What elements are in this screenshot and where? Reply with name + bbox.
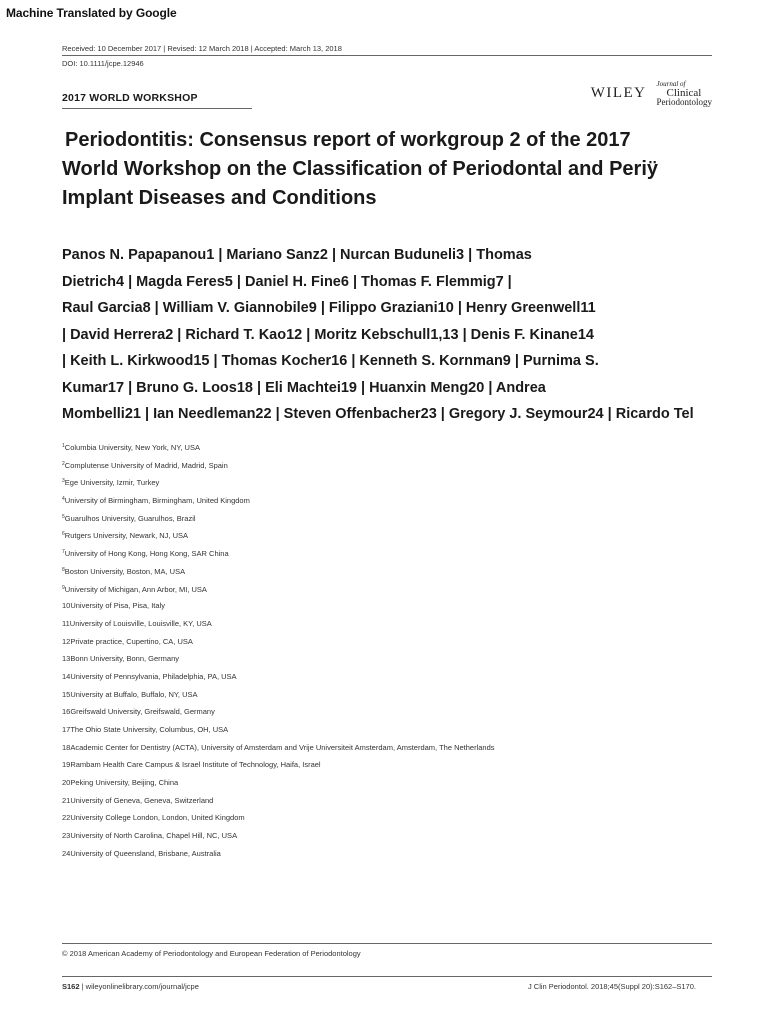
journal-logo bbox=[657, 80, 713, 107]
affiliation-number: 10 bbox=[62, 601, 71, 611]
affiliation-text: University of Michigan, Ann Arbor, MI, USA bbox=[64, 584, 207, 594]
citation: J Clin Periodontol. 2018;45(Suppl 20):S162–S170. bbox=[527, 982, 696, 991]
affiliation-text: Columbia University, New York, NY, USA bbox=[64, 443, 200, 452]
page-number: S162 bbox=[62, 982, 80, 991]
title-line: Implant Diseases and Conditions bbox=[62, 187, 377, 209]
affiliation-text: Complutense University of Madrid, Madrid, Spain bbox=[64, 460, 228, 470]
journal-logo-line: Periodontology bbox=[656, 97, 712, 107]
affiliation-text: University College London, London, United Kingdom bbox=[70, 813, 245, 823]
affiliation-item bbox=[62, 491, 495, 509]
affiliation-text: University of Pennsylvania, Philadelphia, PA, USA bbox=[70, 671, 237, 681]
affiliation-text: University of Queensland, Brisbane, Australia bbox=[70, 848, 221, 858]
affiliation-number: 23 bbox=[62, 831, 71, 841]
section-label: 2017 WORLD WORKSHOP bbox=[62, 92, 198, 104]
affiliation-item bbox=[62, 739, 495, 757]
affiliation-number: 11 bbox=[62, 618, 70, 628]
affiliation-item bbox=[62, 509, 495, 527]
affiliation-text: Ege University, Izmir, Turkey bbox=[64, 478, 160, 488]
affiliation-text: University of Hong Kong, Hong Kong, SAR China bbox=[64, 549, 229, 559]
title-line: Periodontitis: Consensus report of workgroup 2 of the 2017 bbox=[65, 129, 631, 151]
affiliation-number: 12 bbox=[62, 636, 71, 646]
affiliation-text: University of North Carolina, Chapel Hill, NC, USA bbox=[70, 831, 238, 841]
affiliation-item bbox=[62, 668, 495, 686]
machine-translation-banner: Machine Translated by Google bbox=[6, 6, 177, 20]
journal-url[interactable]: | wileyonlinelibrary.com/journal/jcpe bbox=[79, 982, 199, 991]
footer-rule bbox=[62, 976, 712, 977]
affiliation-text: University of Louisville, Louisville, KY, USA bbox=[69, 618, 212, 628]
journal-logo-line: Clinical bbox=[666, 87, 702, 99]
affiliation-text: Peking University, Beijing, China bbox=[70, 778, 179, 788]
title-line: World Workshop on the Classification of Periodontal and Periÿ bbox=[62, 158, 658, 180]
page-footer bbox=[62, 982, 199, 991]
affiliation-item bbox=[62, 473, 495, 491]
publisher-logo bbox=[591, 80, 712, 107]
affiliation-text: The Ohio State University, Columbus, OH, USA bbox=[70, 725, 229, 734]
affiliation-text: Rutgers University, Newark, NJ, USA bbox=[64, 531, 189, 541]
affiliation-item bbox=[62, 809, 495, 827]
article-title bbox=[62, 126, 742, 213]
affiliation-item bbox=[62, 827, 495, 845]
affiliation-number: 16 bbox=[62, 707, 71, 717]
affiliation-number: 6 bbox=[62, 531, 65, 538]
affiliation-number: 15 bbox=[62, 689, 71, 699]
copyright-rule bbox=[62, 943, 712, 944]
submission-dates: Received: 10 December 2017 | Revised: 12 March 2018 | Accepted: March 13, 2018 bbox=[62, 44, 342, 53]
affiliation-item bbox=[62, 686, 495, 704]
affiliation-item bbox=[62, 845, 495, 863]
affiliation-text: University at Buffalo, Buffalo, NY, USA bbox=[70, 689, 198, 699]
affiliation-text: Boston University, Boston, MA, USA bbox=[64, 566, 186, 576]
affiliation-item bbox=[62, 597, 495, 615]
affiliation-number: 5 bbox=[62, 513, 65, 520]
author-list bbox=[62, 242, 768, 428]
affiliation-number: 2 bbox=[62, 460, 65, 467]
affiliation-item bbox=[62, 792, 495, 810]
affiliation-number: 18 bbox=[62, 742, 71, 752]
affiliation-text: University of Birmingham, Birmingham, United Kingdom bbox=[64, 496, 250, 506]
affiliation-number: 17 bbox=[62, 725, 71, 734]
affiliation-item bbox=[62, 633, 495, 651]
affiliation-item bbox=[62, 650, 495, 668]
wiley-wordmark: WILEY bbox=[590, 85, 647, 101]
affiliation-item bbox=[62, 703, 495, 721]
affiliation-text: Academic Center for Dentistry (ACTA), University of Amsterdam and Vrije Universiteit Amsterdam, Amsterdam, The Netherlands bbox=[70, 742, 495, 752]
affiliation-number: 14 bbox=[62, 671, 71, 681]
affiliation-number: 22 bbox=[62, 813, 71, 823]
affiliation-text: Private practice, Cupertino, CA, USA bbox=[70, 636, 193, 646]
affiliation-text: University of Geneva, Geneva, Switzerland bbox=[70, 795, 214, 805]
affiliation-number: 1 bbox=[62, 443, 65, 449]
affiliation-number: 8 bbox=[62, 566, 65, 573]
header-rule bbox=[62, 55, 712, 56]
affiliation-number: 4 bbox=[62, 496, 65, 503]
doi[interactable]: DOI: 10.1111/jcpe.12946 bbox=[62, 59, 144, 68]
affiliation-number: 24 bbox=[62, 848, 71, 858]
affiliation-text: Rambam Health Care Campus & Israel Institute of Technology, Haifa, Israel bbox=[70, 760, 321, 770]
affiliation-item bbox=[62, 615, 495, 633]
affiliation-item bbox=[62, 438, 495, 456]
affiliation-item bbox=[62, 756, 495, 774]
section-underline bbox=[62, 108, 252, 109]
affiliation-item bbox=[62, 562, 495, 580]
affiliation-number: 3 bbox=[62, 478, 65, 485]
affiliation-number: 20 bbox=[62, 778, 71, 788]
author-line: Dietrich4 | Magda Feres5 | Daniel H. Fine6 | Thomas F. Flemmig7 | bbox=[62, 273, 512, 290]
affiliation-item bbox=[62, 721, 495, 739]
affiliation-number: 9 bbox=[62, 584, 65, 591]
author-line: Raul Garcia8 | William V. Giannobile9 | Filippo Graziani10 | Henry Greenwell11 bbox=[62, 300, 596, 316]
affiliation-text: Bonn University, Bonn, Germany bbox=[70, 654, 180, 664]
author-line: | David Herrera2 | Richard T. Kao12 | Moritz Kebschull1,13 | Denis F. Kinane14 bbox=[62, 326, 594, 343]
affiliation-number: 19 bbox=[62, 760, 71, 770]
copyright: © 2018 American Academy of Periodontology and European Federation of Periodontology bbox=[62, 949, 361, 958]
author-line: Mombelli21 | Ian Needleman22 | Steven Offenbacher23 | Gregory J. Seymour24 | Ricardo Tel bbox=[62, 406, 694, 422]
author-line: Kumar17 | Bruno G. Loos18 | Eli Machtei19 | Huanxin Meng20 | Andrea bbox=[62, 379, 546, 396]
author-line: Panos N. Papapanou1 | Mariano Sanz2 | Nurcan Buduneli3 | Thomas bbox=[62, 247, 532, 263]
affiliation-number: 13 bbox=[62, 654, 71, 664]
affiliation-item bbox=[62, 456, 495, 474]
journal-logo-line: Journal of bbox=[656, 80, 686, 88]
affiliation-number: 21 bbox=[62, 795, 71, 805]
affiliation-text: Guarulhos University, Guarulhos, Brazil bbox=[64, 513, 196, 523]
affiliation-item bbox=[62, 580, 495, 598]
affiliation-item bbox=[62, 526, 495, 544]
affiliation-number: 7 bbox=[62, 549, 65, 556]
affiliation-item bbox=[62, 544, 495, 562]
affiliation-item bbox=[62, 774, 495, 792]
affiliation-text: University of Pisa, Pisa, Italy bbox=[70, 601, 165, 611]
affiliation-list bbox=[62, 438, 495, 863]
affiliation-text: Greifswald University, Greifswald, Germany bbox=[70, 707, 215, 717]
author-line: | Keith L. Kirkwood15 | Thomas Kocher16 | Kenneth S. Kornman9 | Purnima S. bbox=[62, 353, 599, 369]
